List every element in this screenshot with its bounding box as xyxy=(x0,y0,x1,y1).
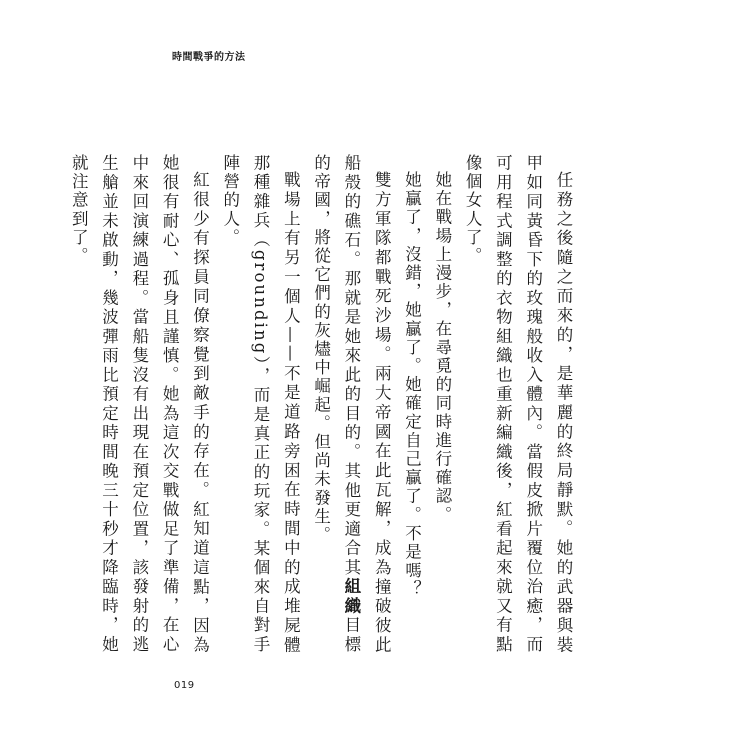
paragraph-3: 她贏了，沒錯，她贏了。她確定自己贏了。不是嗎？ xyxy=(402,170,422,599)
running-head: 時間戰爭的方法 xyxy=(172,52,246,63)
paragraph-4-before: 雙方軍隊都戰死沙場。兩大帝國在此瓦解，成為撞破彼此船殼的礁石。那就是她來此的目的。其他更適合其 xyxy=(341,154,392,654)
paragraph-4-after: 目標的帝國，將從它們的灰燼中崛起。但尚未發生。 xyxy=(311,154,361,654)
paragraph-6: 紅很少有探員同僚察覺到敵手的存在。紅知道這點，因為她很有耐心、孤身且謹慎。她為這次交戰做足了準備，在心中來回演練過程。當船隻沒有出現在預定位置，該發射的逃生艙並未啟動，幾波彈雨比預定時間晚三十秒才降臨時，她就注意到了。 xyxy=(69,154,210,654)
paragraph-5: 戰場上有另一個人——不是道路旁困在時間中的成堆屍體那種雜兵（grounding），而是真正的玩家。某個來自對手陣營的人。 xyxy=(220,154,301,654)
page-number: 019 xyxy=(174,680,195,691)
paragraph-2: 她在戰場上漫步，在尋覓的同時進行確認。 xyxy=(432,170,452,524)
paragraph-1: 任務之後隨之而來的，是華麗的終局靜默。她的武器與裝甲如同黃昏下的玫瑰般收入體內。當假皮掀片覆位治癒，而可用程式調整的衣物組織也重新編織後，紅看起來就又有點像個女人了。 xyxy=(463,154,573,654)
paragraph-4 xyxy=(305,154,396,654)
paragraph-4-emphasis: 組織 xyxy=(341,577,361,617)
body-text xyxy=(69,154,578,654)
